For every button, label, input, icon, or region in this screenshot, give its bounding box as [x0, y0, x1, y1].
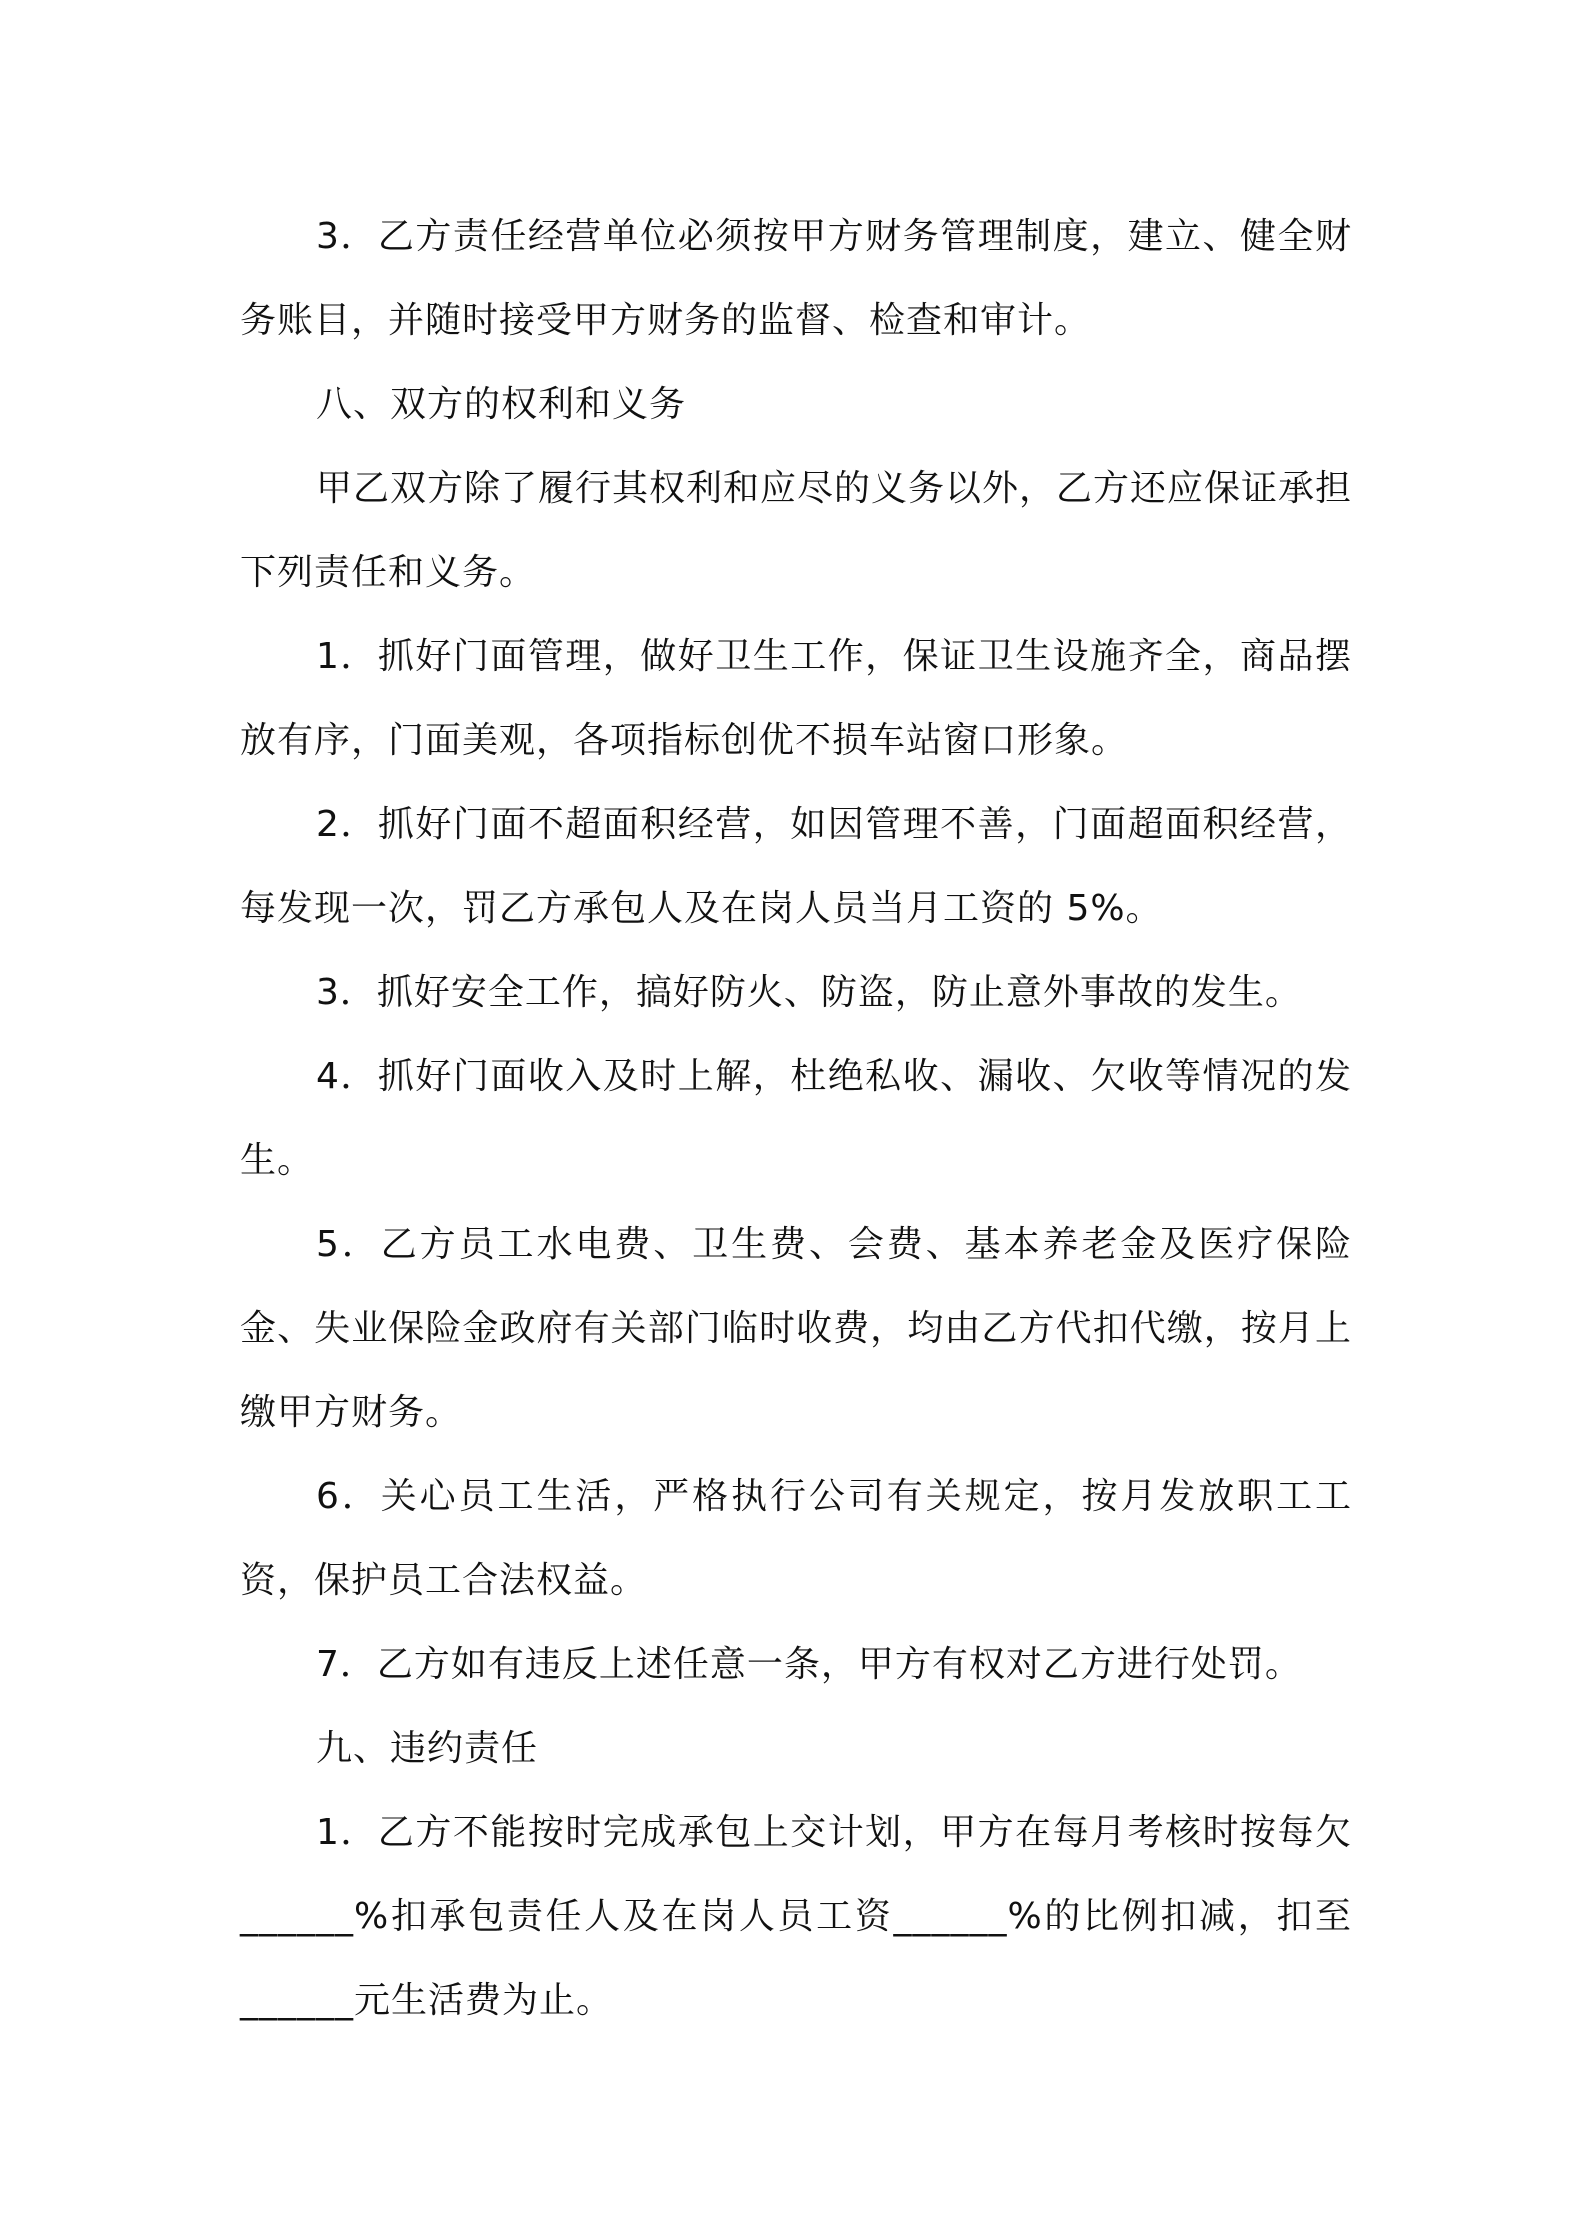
clause-8-7: 7．乙方如有违反上述任意一条，甲方有权对乙方进行处罚。	[316, 1644, 1302, 1685]
document-body	[240, 195, 1352, 2043]
clause-7-3: 3．乙方责任经营单位必须按甲方财务管理制度，建立、健全财务账目，并随时接受甲方财务的监督、检查和审计。	[240, 216, 1352, 341]
clause-8-4: 4．抓好门面收入及时上解，杜绝私收、漏收、欠收等情况的发生。	[240, 1056, 1352, 1181]
section-heading-8: 八、双方的权利和义务	[316, 384, 687, 425]
section-8-intro: 甲乙双方除了履行其权利和应尽的义务以外，乙方还应保证承担下列责任和义务。	[240, 468, 1353, 593]
clause-8-3: 3．抓好安全工作，搞好防火、防盗，防止意外事故的发生。	[316, 972, 1302, 1013]
clause-8-2: 2．抓好门面不超面积经营，如因管理不善，门面超面积经营，每发现一次，罚乙方承包人及在岗人员当月工资的 5%。	[240, 804, 1352, 929]
section-heading-9: 九、违约责任	[316, 1728, 539, 1769]
clause-9-1: 1．乙方不能按时完成承包上交计划，甲方在每月考核时按每欠______%扣承包责任人及在岗人员工资______%的比例扣减，扣至______元生活费为止。	[240, 1812, 1352, 2021]
clause-8-5: 5．乙方员工水电费、卫生费、会费、基本养老金及医疗保险金、失业保险金政府有关部门临时收费，均由乙方代扣代缴，按月上缴甲方财务。	[240, 1224, 1352, 1433]
clause-8-6: 6．关心员工生活，严格执行公司有关规定，按月发放职工工资，保护员工合法权益。	[240, 1476, 1352, 1601]
clause-8-1: 1．抓好门面管理，做好卫生工作，保证卫生设施齐全，商品摆放有序，门面美观，各项指标创优不损车站窗口形象。	[240, 636, 1352, 761]
